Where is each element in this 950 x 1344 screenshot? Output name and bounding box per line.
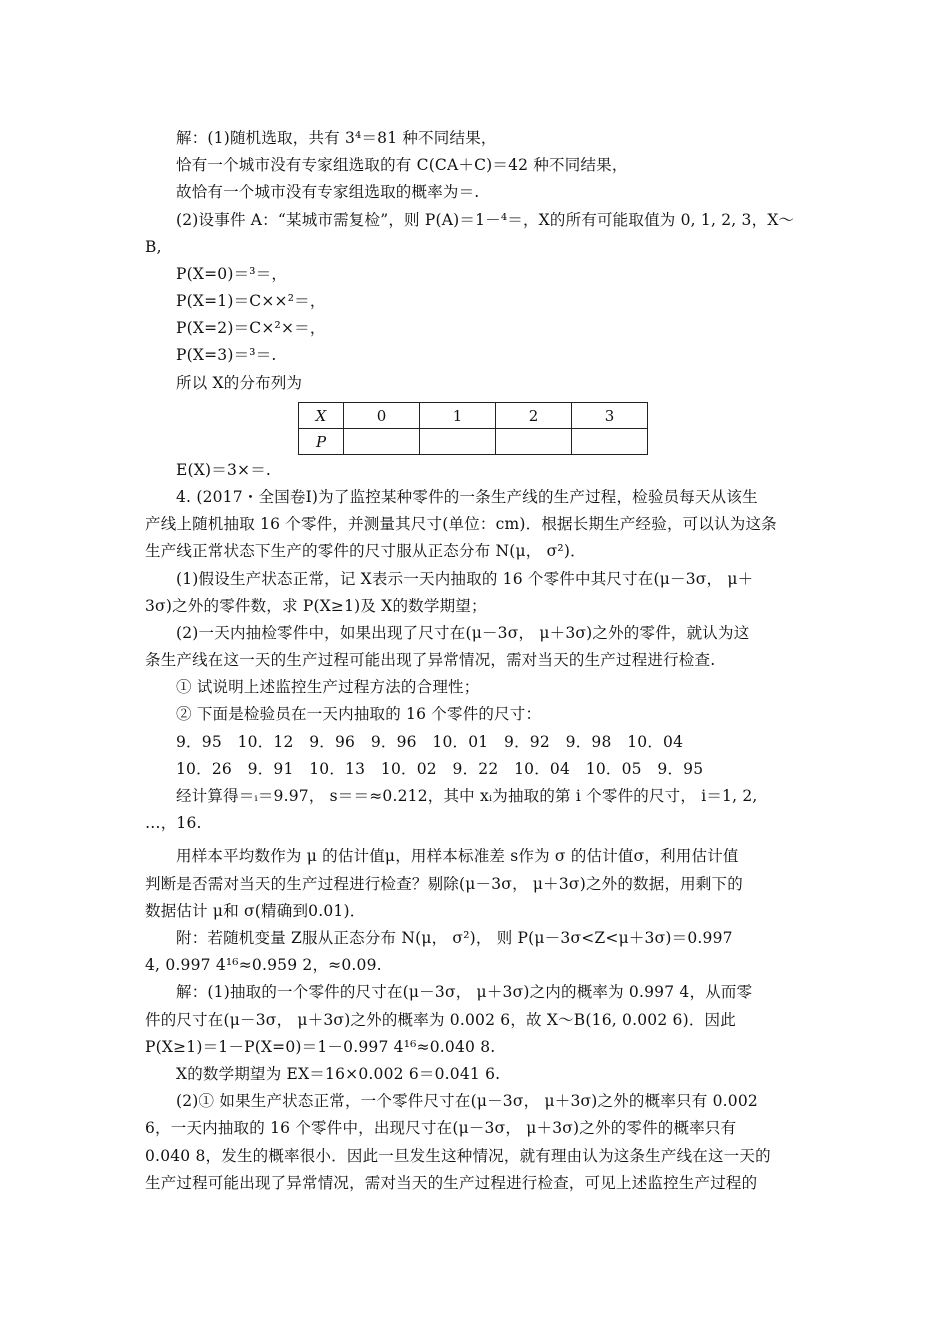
table-cell bbox=[344, 429, 420, 455]
table-cell bbox=[496, 429, 572, 455]
text-line: 0.040 8，发生的概率很小．因此一旦发生这种情况，就有理由认为这条生产线在这一天的 bbox=[145, 1147, 771, 1165]
text-line: 生产线正常状态下生产的零件的尺寸服从正态分布 N(μ， σ²)． bbox=[145, 542, 586, 560]
text-line: 判断是否需对当天的生产过程进行检查？剔除(μ－3σ， μ＋3σ)之外的数据，用剩下的 bbox=[145, 875, 743, 893]
text-line: 产线上随机抽取 16 个零件，并测量其尺寸(单位：cm)．根据长期生产经验，可以认为这条 bbox=[145, 515, 777, 533]
table-cell: 3 bbox=[572, 403, 648, 429]
text-line: E(X)＝3×＝. bbox=[176, 461, 272, 479]
table-row bbox=[299, 429, 648, 455]
text-line: 9．95 10．12 9．96 9．96 10．01 9．92 9．98 10．04 bbox=[176, 733, 684, 751]
text-line: P(X=1)＝C××²＝， bbox=[176, 292, 326, 310]
text-line: 用样本平均数作为 μ 的估计值μ，用样本标准差 s作为 σ 的估计值σ，利用估计值 bbox=[176, 847, 739, 865]
text-line: 件的尺寸在(μ－3σ， μ＋3σ)之外的概率为 0.002 6，故 X～B(16, 0.002 6)．因此 bbox=[145, 1011, 736, 1029]
text-line: P(X≥1)＝1－P(X=0)＝1－0.997 4¹⁶≈0.040 8. bbox=[145, 1038, 496, 1056]
table-cell bbox=[420, 429, 496, 455]
table-cell: 2 bbox=[496, 403, 572, 429]
text-line: 故恰有一个城市没有专家组选取的概率为＝. bbox=[176, 183, 480, 201]
text-line: 3σ)之外的零件数，求 P(X≥1)及 X的数学期望； bbox=[145, 597, 487, 615]
table-row bbox=[299, 403, 648, 429]
text-line: 恰有一个城市没有专家组选取的有 C(CA＋C)＝42 种不同结果， bbox=[176, 156, 628, 174]
text-line: (1)假设生产状态正常，记 X表示一天内抽取的 16 个零件中其尺寸在(μ－3σ， μ＋ bbox=[176, 570, 754, 588]
text-line: (2)一天内抽检零件中，如果出现了尺寸在(μ－3σ， μ＋3σ)之外的零件，就认为这 bbox=[176, 624, 750, 642]
text-line: (2)① 如果生产状态正常，一个零件尺寸在(μ－3σ， μ＋3σ)之外的概率只有 0.002 bbox=[176, 1092, 758, 1110]
text-line: P(X=3)＝³＝. bbox=[176, 346, 277, 364]
table-cell: X bbox=[299, 403, 344, 429]
text-line: …，16. bbox=[145, 814, 202, 832]
text-line: (2)设事件 A：“某城市需复检”，则 P(A)＝1－⁴＝，X的所有可能取值为 0, 1, 2, 3，X～ bbox=[176, 211, 795, 229]
text-line: 10．26 9．91 10．13 10．02 9．22 10．04 10．05 9．95 bbox=[176, 760, 704, 778]
text-line: 所以 X的分布列为 bbox=[176, 374, 303, 392]
table-cell bbox=[572, 429, 648, 455]
text-line: 4. (2017・全国卷Ⅰ)为了监控某种零件的一条生产线的生产过程，检验员每天从该生 bbox=[176, 488, 758, 506]
text-line: 6，一天内抽取的 16 个零件中，出现尺寸在(μ－3σ， μ＋3σ)之外的零件的概率只有 bbox=[145, 1119, 737, 1137]
text-line: ② 下面是检验员在一天内抽取的 16 个零件的尺寸： bbox=[176, 705, 542, 723]
text-line: X的数学期望为 EX＝16×0.002 6＝0.041 6. bbox=[176, 1065, 501, 1083]
text-line: P(X=0)＝³＝， bbox=[176, 265, 288, 283]
text-line: 数据估计 μ和 σ(精确到0.01)． bbox=[145, 902, 366, 920]
distribution-table bbox=[298, 402, 648, 455]
text-line: 解：(1)抽取的一个零件的尺寸在(μ－3σ， μ＋3σ)之内的概率为 0.997 4，从而零 bbox=[176, 983, 753, 1001]
text-line: ① 试说明上述监控生产过程方法的合理性； bbox=[176, 678, 480, 696]
text-line: 解：(1)随机选取，共有 3⁴＝81 种不同结果， bbox=[176, 129, 497, 147]
table-cell: 1 bbox=[420, 403, 496, 429]
table-cell: 0 bbox=[344, 403, 420, 429]
text-line: 附：若随机变量 Z服从正态分布 N(μ， σ²)， 则 P(μ－3σ<Z<μ＋3σ)＝0.997 bbox=[176, 929, 733, 947]
text-line: B, bbox=[145, 238, 162, 256]
table-cell: P bbox=[299, 429, 344, 455]
text-line: 条生产线在这一天的生产过程可能出现了异常情况，需对当天的生产过程进行检查. bbox=[145, 651, 716, 669]
text-line: 4, 0.997 4¹⁶≈0.959 2，≈0.09. bbox=[145, 956, 382, 974]
text-line: P(X=2)＝C×²×＝， bbox=[176, 319, 326, 337]
text-line: 经计算得＝ᵢ＝9.97， s＝＝≈0.212，其中 xᵢ为抽取的第 i 个零件的尺寸， i＝1, 2, bbox=[176, 787, 758, 805]
text-line: 生产过程可能出现了异常情况，需对当天的生产过程进行检查，可见上述监控生产过程的 bbox=[145, 1174, 758, 1192]
